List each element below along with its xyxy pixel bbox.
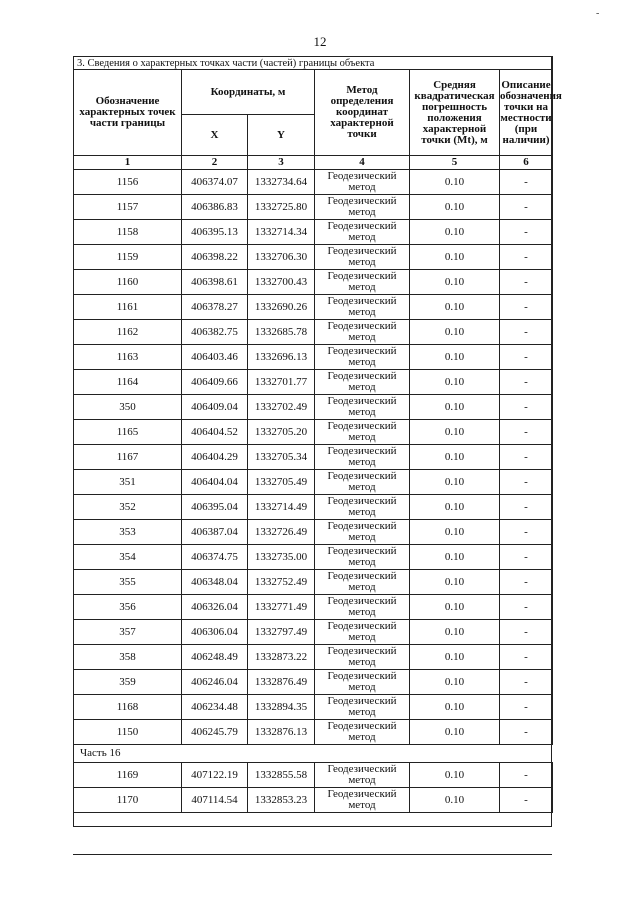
header-method: Метод определения координат характерной точки [315, 70, 410, 156]
part-label-filler [182, 745, 553, 763]
cell-description: - [500, 245, 553, 270]
cell-method: Геодезический метод [315, 420, 410, 445]
cell-coord-x: 406409.66 [182, 370, 248, 395]
cell-point-id: 359 [74, 670, 182, 695]
cell-accuracy: 0.10 [410, 495, 500, 520]
column-number: 1 [74, 156, 182, 170]
cell-point-id: 1160 [74, 270, 182, 295]
cell-coord-y: 1332705.20 [248, 420, 315, 445]
cell-method: Геодезический метод [315, 645, 410, 670]
cell-coord-y: 1332702.49 [248, 395, 315, 420]
cell-accuracy: 0.10 [410, 245, 500, 270]
cell-method: Геодезический метод [315, 195, 410, 220]
footer-rule [73, 854, 552, 855]
cell-accuracy: 0.10 [410, 720, 500, 745]
cell-method: Геодезический метод [315, 170, 410, 195]
table-row [74, 495, 553, 520]
cell-coord-y: 1332735.00 [248, 545, 315, 570]
cell-coord-y: 1332752.49 [248, 570, 315, 595]
cell-point-id: 1170 [74, 788, 182, 813]
table-caption-row [74, 57, 553, 70]
cell-method: Геодезический метод [315, 595, 410, 620]
column-number: 3 [248, 156, 315, 170]
cell-coord-y: 1332894.35 [248, 695, 315, 720]
points-table [73, 56, 562, 813]
cell-method: Геодезический метод [315, 695, 410, 720]
cell-coord-y: 1332700.43 [248, 270, 315, 295]
column-number: 5 [410, 156, 500, 170]
cell-method: Геодезический метод [315, 395, 410, 420]
cell-point-id: 1162 [74, 320, 182, 345]
cell-coord-x: 406404.04 [182, 470, 248, 495]
cell-coord-y: 1332705.49 [248, 470, 315, 495]
cell-point-id: 1161 [74, 295, 182, 320]
cell-coord-x: 406378.27 [182, 295, 248, 320]
cell-coord-y: 1332876.13 [248, 720, 315, 745]
cell-accuracy: 0.10 [410, 445, 500, 470]
header-description: Описание обозначения точки на местности (при наличии) [500, 70, 553, 156]
cell-coord-x: 406248.49 [182, 645, 248, 670]
cell-accuracy: 0.10 [410, 645, 500, 670]
cell-coord-x: 406398.22 [182, 245, 248, 270]
cell-coord-x: 406409.04 [182, 395, 248, 420]
table-row [74, 763, 553, 788]
cell-accuracy: 0.10 [410, 220, 500, 245]
cell-point-id: 350 [74, 395, 182, 420]
table-row [74, 320, 553, 345]
header-accuracy: Средняя квадратическая погрешность положения характерной точки (Mt), м [410, 70, 500, 156]
cell-coord-x: 406326.04 [182, 595, 248, 620]
cell-coord-y: 1332705.34 [248, 445, 315, 470]
cell-point-id: 1158 [74, 220, 182, 245]
page-number: 12 [313, 34, 327, 49]
table-row [74, 595, 553, 620]
cell-point-id: 1150 [74, 720, 182, 745]
cell-coord-y: 1332855.58 [248, 763, 315, 788]
cell-accuracy: 0.10 [410, 670, 500, 695]
cell-coord-y: 1332853.23 [248, 788, 315, 813]
cell-coord-y: 1332685.78 [248, 320, 315, 345]
cell-method: Геодезический метод [315, 320, 410, 345]
table-row [74, 520, 553, 545]
header-x: X [182, 115, 248, 156]
cell-method: Геодезический метод [315, 270, 410, 295]
cell-method: Геодезический метод [315, 788, 410, 813]
cell-description: - [500, 620, 553, 645]
table-row [74, 445, 553, 470]
table-row [74, 620, 553, 645]
cell-description: - [500, 195, 553, 220]
cell-point-id: 1163 [74, 345, 182, 370]
cell-coord-x: 406395.13 [182, 220, 248, 245]
cell-method: Геодезический метод [315, 620, 410, 645]
column-number: 2 [182, 156, 248, 170]
cell-description: - [500, 370, 553, 395]
cell-description: - [500, 395, 553, 420]
cell-method: Геодезический метод [315, 720, 410, 745]
cell-coord-x: 406246.04 [182, 670, 248, 695]
table-row [74, 788, 553, 813]
table-row [74, 220, 553, 245]
cell-coord-x: 406387.04 [182, 520, 248, 545]
table-row [74, 370, 553, 395]
table-row [74, 470, 553, 495]
cell-method: Геодезический метод [315, 570, 410, 595]
cell-point-id: 1159 [74, 245, 182, 270]
header-coords: Координаты, м [182, 70, 315, 115]
cell-method: Геодезический метод [315, 495, 410, 520]
cell-description: - [500, 788, 553, 813]
table-body-part-16 [74, 763, 553, 813]
column-number: 4 [315, 156, 410, 170]
cell-description: - [500, 270, 553, 295]
cell-coord-y: 1332726.49 [248, 520, 315, 545]
cell-coord-x: 406404.52 [182, 420, 248, 445]
cell-accuracy: 0.10 [410, 345, 500, 370]
table-row [74, 570, 553, 595]
cell-coord-x: 406403.46 [182, 345, 248, 370]
cell-accuracy: 0.10 [410, 545, 500, 570]
cell-accuracy: 0.10 [410, 570, 500, 595]
cell-description: - [500, 520, 553, 545]
header-designation: Обозначение характерных точек части границы [74, 70, 182, 156]
table-row [74, 345, 553, 370]
header-row-1 [74, 70, 553, 115]
cell-coord-x: 406382.75 [182, 320, 248, 345]
part-label-row [74, 745, 553, 763]
cell-accuracy: 0.10 [410, 620, 500, 645]
table-body-part-15 [74, 170, 553, 745]
cell-coord-x: 407114.54 [182, 788, 248, 813]
column-number: 6 [500, 156, 553, 170]
table-row [74, 670, 553, 695]
cell-description: - [500, 720, 553, 745]
cell-accuracy: 0.10 [410, 395, 500, 420]
cell-description: - [500, 470, 553, 495]
cell-coord-x: 407122.19 [182, 763, 248, 788]
cell-coord-y: 1332771.49 [248, 595, 315, 620]
cell-description: - [500, 545, 553, 570]
cell-method: Геодезический метод [315, 345, 410, 370]
cell-method: Геодезический метод [315, 220, 410, 245]
cell-method: Геодезический метод [315, 520, 410, 545]
cell-accuracy: 0.10 [410, 370, 500, 395]
table-row [74, 195, 553, 220]
cell-point-id: 355 [74, 570, 182, 595]
table-row [74, 645, 553, 670]
cell-coord-x: 406398.61 [182, 270, 248, 295]
cell-accuracy: 0.10 [410, 295, 500, 320]
cell-point-id: 354 [74, 545, 182, 570]
cell-method: Геодезический метод [315, 295, 410, 320]
cell-accuracy: 0.10 [410, 320, 500, 345]
column-numbers-row [74, 156, 553, 170]
cell-coord-x: 406306.04 [182, 620, 248, 645]
part-label: Часть 16 [74, 745, 182, 763]
table-caption: 3. Сведения о характерных точках части (частей) границы объекта [74, 57, 553, 70]
cell-method: Геодезический метод [315, 763, 410, 788]
cell-accuracy: 0.10 [410, 595, 500, 620]
cell-coord-x: 406374.75 [182, 545, 248, 570]
cell-description: - [500, 220, 553, 245]
cell-coord-y: 1332873.22 [248, 645, 315, 670]
cell-point-id: 352 [74, 495, 182, 520]
cell-method: Геодезический метод [315, 445, 410, 470]
cell-coord-x: 406374.07 [182, 170, 248, 195]
table-row [74, 295, 553, 320]
cell-coord-y: 1332714.34 [248, 220, 315, 245]
cell-coord-x: 406386.83 [182, 195, 248, 220]
cell-coord-x: 406234.48 [182, 695, 248, 720]
cell-description: - [500, 445, 553, 470]
table-row [74, 170, 553, 195]
cell-description: - [500, 570, 553, 595]
table-row [74, 270, 553, 295]
cell-coord-x: 406348.04 [182, 570, 248, 595]
cell-accuracy: 0.10 [410, 270, 500, 295]
cell-accuracy: 0.10 [410, 788, 500, 813]
cell-description: - [500, 320, 553, 345]
cell-point-id: 357 [74, 620, 182, 645]
table-part-separator [74, 745, 553, 763]
corner-mark: - [596, 8, 600, 19]
cell-description: - [500, 495, 553, 520]
cell-point-id: 1169 [74, 763, 182, 788]
cell-coord-x: 406245.79 [182, 720, 248, 745]
cell-accuracy: 0.10 [410, 763, 500, 788]
cell-coord-y: 1332734.64 [248, 170, 315, 195]
table-row [74, 695, 553, 720]
cell-method: Геодезический метод [315, 545, 410, 570]
table-row [74, 395, 553, 420]
cell-point-id: 356 [74, 595, 182, 620]
cell-coord-x: 406404.29 [182, 445, 248, 470]
table-row [74, 420, 553, 445]
cell-method: Геодезический метод [315, 670, 410, 695]
cell-description: - [500, 345, 553, 370]
cell-coord-y: 1332706.30 [248, 245, 315, 270]
cell-point-id: 1156 [74, 170, 182, 195]
cell-point-id: 351 [74, 470, 182, 495]
cell-accuracy: 0.10 [410, 420, 500, 445]
cell-accuracy: 0.10 [410, 170, 500, 195]
cell-description: - [500, 695, 553, 720]
table-row [74, 720, 553, 745]
cell-accuracy: 0.10 [410, 195, 500, 220]
cell-point-id: 1164 [74, 370, 182, 395]
cell-coord-y: 1332714.49 [248, 495, 315, 520]
cell-method: Геодезический метод [315, 470, 410, 495]
cell-coord-y: 1332797.49 [248, 620, 315, 645]
cell-description: - [500, 763, 553, 788]
cell-accuracy: 0.10 [410, 520, 500, 545]
cell-coord-y: 1332696.13 [248, 345, 315, 370]
cell-point-id: 1157 [74, 195, 182, 220]
cell-description: - [500, 595, 553, 620]
cell-coord-y: 1332690.26 [248, 295, 315, 320]
cell-point-id: 358 [74, 645, 182, 670]
cell-point-id: 1168 [74, 695, 182, 720]
cell-description: - [500, 295, 553, 320]
cell-description: - [500, 670, 553, 695]
cell-point-id: 1167 [74, 445, 182, 470]
cell-coord-y: 1332876.49 [248, 670, 315, 695]
cell-accuracy: 0.10 [410, 470, 500, 495]
cell-description: - [500, 645, 553, 670]
cell-method: Геодезический метод [315, 245, 410, 270]
cell-point-id: 353 [74, 520, 182, 545]
cell-method: Геодезический метод [315, 370, 410, 395]
cell-description: - [500, 420, 553, 445]
cell-accuracy: 0.10 [410, 695, 500, 720]
cell-coord-y: 1332701.77 [248, 370, 315, 395]
table-row [74, 545, 553, 570]
table-row [74, 245, 553, 270]
header-y: Y [248, 115, 315, 156]
cell-description: - [500, 170, 553, 195]
cell-coord-x: 406395.04 [182, 495, 248, 520]
cell-point-id: 1165 [74, 420, 182, 445]
cell-coord-y: 1332725.80 [248, 195, 315, 220]
